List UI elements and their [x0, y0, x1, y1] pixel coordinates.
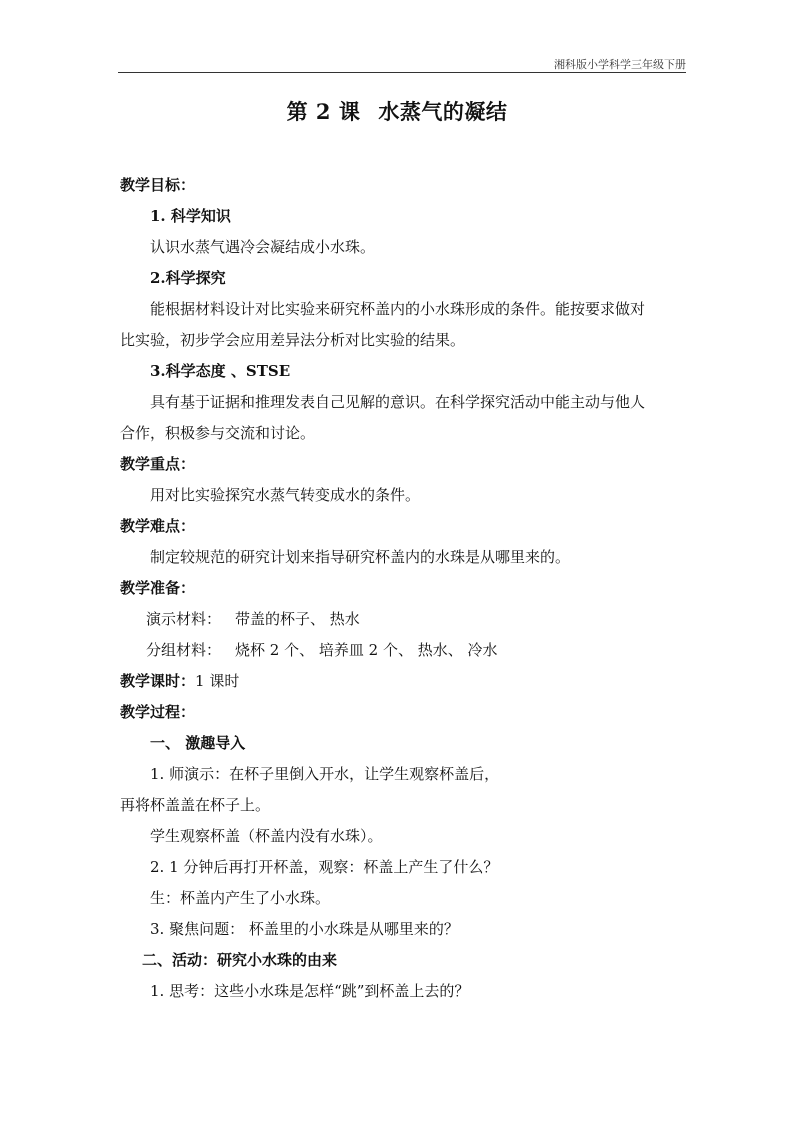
- process-heading: 教学过程：: [120, 703, 196, 721]
- section-1-step-3: 3. 聚焦问题： 杯盖里的小水珠是从哪里来的？: [150, 920, 459, 938]
- demo-materials: [120, 604, 680, 635]
- difficulty-heading: 教学难点：: [120, 517, 196, 535]
- attitude-heading: 3.科学态度 、STSE: [150, 362, 291, 380]
- attitude-text-line-2: 合作，积极参与交流和讨论。: [120, 424, 316, 442]
- section-1-step-1-line-1: 1. 师演示：在杯子里倒入开水，让学生观察杯盖后，: [150, 765, 500, 783]
- demo-materials-label: 演示材料：: [146, 610, 222, 628]
- class-hours-heading: 教学课时：: [120, 672, 196, 690]
- key-point-heading: 教学重点：: [120, 455, 196, 473]
- key-point-text: 用对比实验探究水蒸气转变成水的条件。: [150, 486, 421, 504]
- inquiry-heading: 2.科学探究: [150, 269, 226, 287]
- page-title: [0, 96, 794, 126]
- group-materials-items: 烧杯 2 个、 培养皿 2 个、 热水、 冷水: [235, 641, 498, 659]
- section-1-step-1-line-2: 再将杯盖盖在杯子上。: [120, 796, 271, 814]
- section-2-step-1: 1. 思考：这些小水珠是怎样“跳”到杯盖上去的？: [150, 982, 470, 1000]
- preparation-heading: 教学准备：: [120, 579, 196, 597]
- demo-materials-items: 带盖的杯子、 热水: [235, 610, 360, 628]
- class-hours-value: 1 课时: [195, 672, 240, 690]
- group-materials-label: 分组材料：: [146, 641, 222, 659]
- header-divider: [118, 72, 686, 73]
- header-book-title: 湘科版小学科学三年级下册: [554, 58, 686, 71]
- section-2-heading: 二、活动：研究小水珠的由来: [142, 951, 338, 969]
- group-materials: [120, 635, 680, 666]
- lesson-plan-body: [120, 170, 680, 1007]
- lesson-name: 水蒸气的凝结: [378, 99, 508, 124]
- section-1-heading: 一、 激趣导入: [150, 734, 246, 752]
- objectives-heading: 教学目标：: [120, 176, 196, 194]
- inquiry-text-line-1: 能根据材料设计对比实验来研究杯盖内的小水珠形成的条件。能按要求做对: [150, 300, 646, 318]
- difficulty-text: 制定较规范的研究计划来指导研究杯盖内的水珠是从哪里来的。: [150, 548, 571, 566]
- section-1-observe: 学生观察杯盖（杯盖内没有水珠）。: [150, 827, 383, 845]
- inquiry-text-line-2: 比实验，初步学会应用差异法分析对比实验的结果。: [120, 331, 466, 349]
- lesson-number: 第 2 课: [286, 99, 361, 124]
- attitude-text-line-1: 具有基于证据和推理发表自己见解的意识。在科学探究活动中能主动与他人: [150, 393, 646, 411]
- knowledge-text: 认识水蒸气遇冷会凝结成小水珠。: [150, 238, 376, 256]
- knowledge-heading: 1. 科学知识: [150, 207, 231, 225]
- class-hours: [120, 666, 680, 697]
- section-1-answer: 生：杯盖内产生了小水珠。: [150, 889, 331, 907]
- section-1-step-2: 2. 1 分钟后再打开杯盖，观察：杯盖上产生了什么？: [150, 858, 499, 876]
